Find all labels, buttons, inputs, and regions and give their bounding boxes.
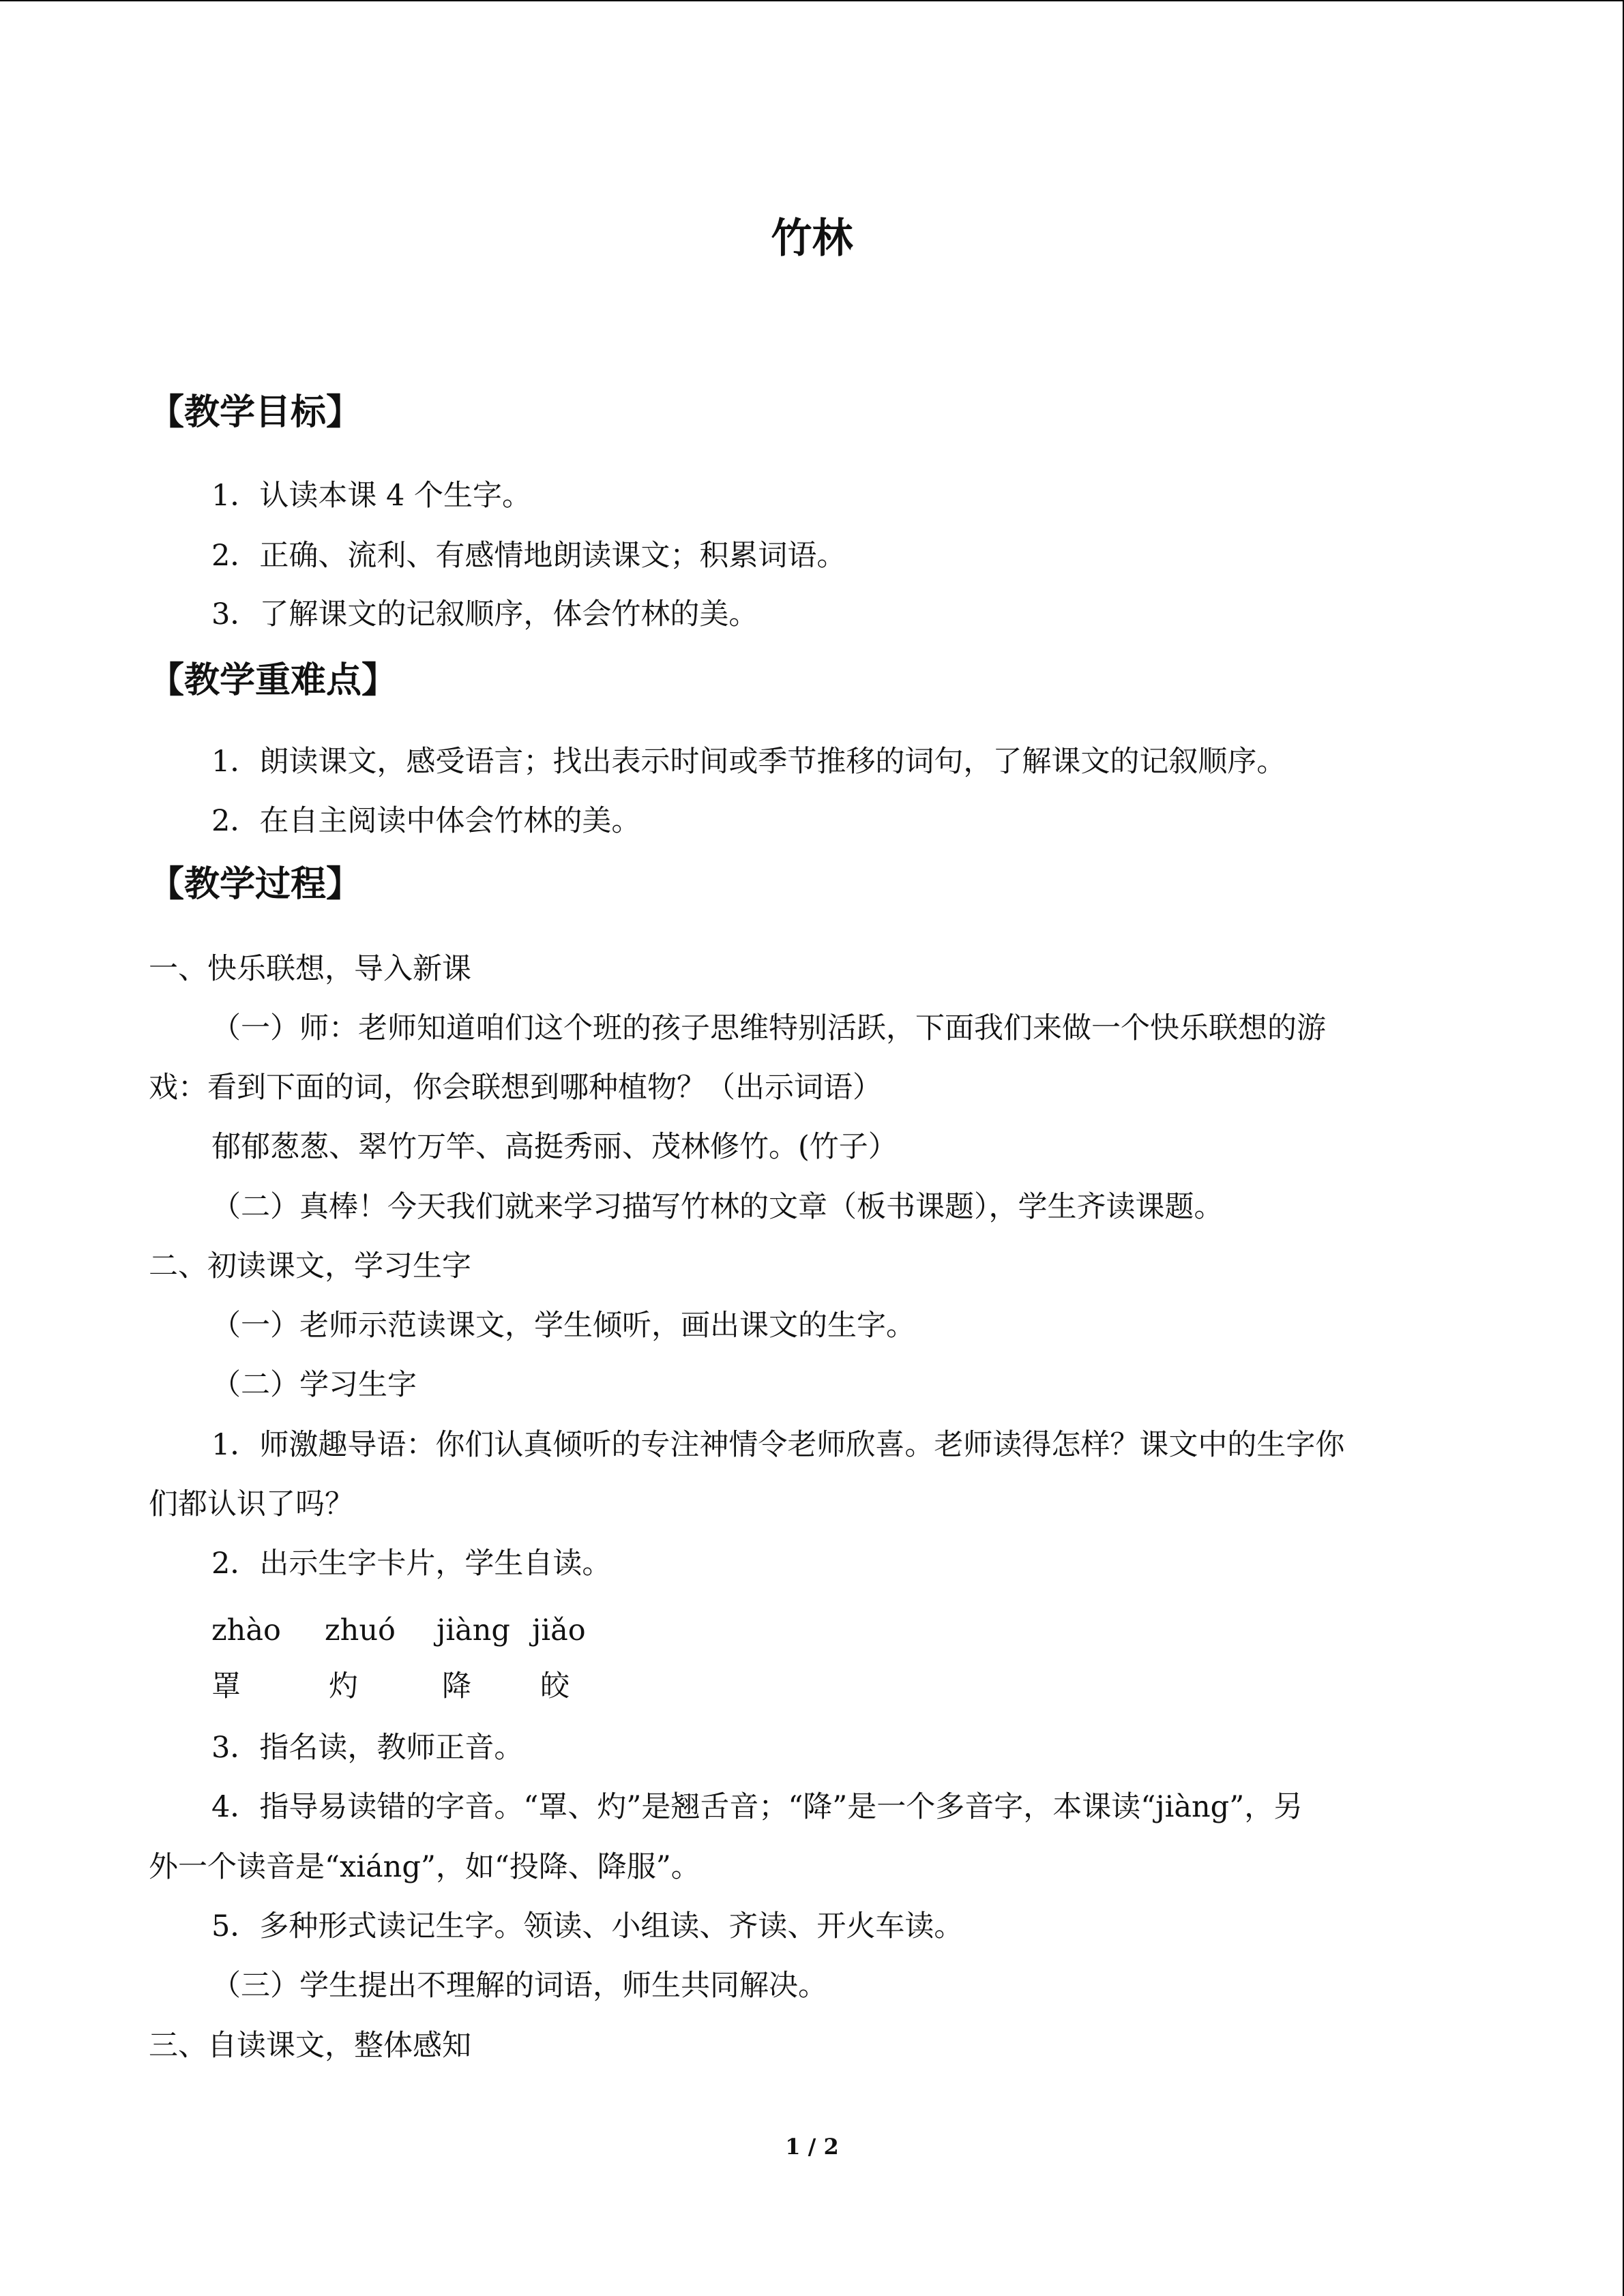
key-point-item-2: 2．在自主阅读中体会竹林的美。 — [211, 804, 641, 838]
part2-title: 二、初读课文，学习生字 — [149, 1249, 471, 1283]
part2-c: （三）学生提出不理解的词语，师生共同解决。 — [211, 1969, 827, 2003]
part2-a: （一）老师示范读课文，学生倾听，画出课文的生字。 — [211, 1309, 915, 1343]
objective-item-2: 2．正确、流利、有感情地朗读课文；积累词语。 — [211, 539, 846, 573]
objective-item-3: 3．了解课文的记叙顺序，体会竹林的美。 — [211, 597, 758, 631]
step4-line2: 外一个读音是“xiáng”，如“投降、降服”。 — [149, 1850, 700, 1884]
pinyin-1: zhào — [211, 1613, 281, 1648]
step3: 3．指名读，教师正音。 — [211, 1731, 524, 1765]
character-3: 降 — [442, 1669, 471, 1703]
step5: 5．多种形式读记生字。领读、小组读、齐读、开火车读。 — [211, 1909, 964, 1943]
step2: 2．出示生字卡片，学生自读。 — [211, 1547, 612, 1581]
pinyin-2: zhuó — [325, 1613, 396, 1648]
heading-key-points: 【教学重难点】 — [149, 660, 398, 701]
character-2: 灼 — [329, 1669, 358, 1703]
heading-objectives: 【教学目标】 — [149, 392, 362, 433]
character-4: 皎 — [540, 1669, 570, 1703]
pinyin-4: jiǎo — [532, 1613, 586, 1648]
heading-process: 【教学过程】 — [149, 864, 362, 905]
step1-line1: 1．师激趣导语：你们认真倾听的专注神情令老师欣喜。老师读得怎样？课文中的生字你 — [211, 1428, 1345, 1462]
part1-title: 一、快乐联想，导入新课 — [149, 952, 471, 986]
part1-b: （二）真棒！今天我们就来学习描写竹林的文章（板书课题），学生齐读课题。 — [211, 1190, 1224, 1224]
page-number: 1 / 2 — [785, 2134, 839, 2160]
part3-title: 三、自读课文，整体感知 — [149, 2029, 471, 2063]
objective-item-1: 1．认读本课 4 个生字。 — [211, 479, 532, 513]
key-point-item-1: 1．朗读课文，感受语言；找出表示时间或季节推移的词句，了解课文的记叙顺序。 — [211, 745, 1286, 779]
character-1: 罩 — [211, 1669, 241, 1703]
document-title: 竹林 — [771, 215, 853, 263]
part2-b: （二）学习生字 — [211, 1368, 417, 1402]
part1-a-line1: （一）师：老师知道咱们这个班的孩子思维特别活跃，下面我们来做一个快乐联想的游 — [211, 1011, 1326, 1045]
part1-a-line2: 戏：看到下面的词，你会联想到哪种植物？（出示词语） — [149, 1071, 882, 1105]
part1-words: 郁郁葱葱、翠竹万竿、高挺秀丽、茂林修竹。(竹子） — [211, 1130, 898, 1164]
step1-line2: 们都认识了吗？ — [149, 1487, 354, 1521]
pinyin-3: jiàng — [437, 1613, 510, 1648]
step4-line1: 4．指导易读错的字音。“罩、灼”是翘舌音；“降”是一个多音字，本课读“jiàng”，另 — [211, 1790, 1303, 1824]
